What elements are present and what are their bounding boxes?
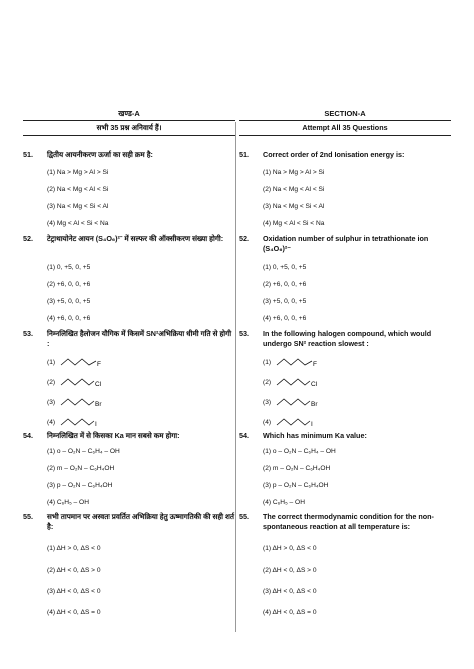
- option: (3) p – O₂N – C₆H₄OH: [263, 482, 329, 489]
- alkyl-chain-structure: [276, 376, 324, 388]
- alkyl-chain-structure: [276, 416, 324, 428]
- question-number: 54.: [23, 431, 33, 440]
- option-number: (3): [263, 398, 272, 406]
- option: [263, 416, 324, 428]
- option: [47, 356, 108, 368]
- option: (4) ΔH < 0, ΔS = 0: [263, 609, 317, 616]
- option: (3) Na < Mg < Si < Al: [47, 203, 109, 210]
- option: (2) ΔH < 0, ΔS > 0: [47, 567, 101, 574]
- option: (4) ΔH < 0, ΔS = 0: [47, 609, 101, 616]
- halogen-label: Br: [95, 401, 102, 408]
- question-text: Oxidation number of sulphur in tetrathionate ion (S₄O₆)²⁻: [263, 234, 429, 253]
- alkyl-chain-structure: [60, 376, 108, 388]
- question-text: निम्नलिखित में से किसका Ka मान सबसे कम होगा:: [47, 431, 180, 440]
- option: [263, 376, 324, 388]
- column-divider: [235, 122, 236, 632]
- question-54: [23, 431, 235, 441]
- option: (2) ΔH < 0, ΔS > 0: [263, 567, 317, 574]
- question-text: टेट्राथायोनेट आयन (S₄O₆)²⁻ में सल्फर की ऑक्सीकरण संख्या होगी:: [47, 234, 224, 243]
- option: [47, 376, 108, 388]
- option: (1) Na > Mg > Al > Si: [47, 169, 109, 176]
- option: (3) p – O₂N – C₆H₄OH: [47, 482, 113, 489]
- halogen-label: F: [313, 361, 318, 368]
- question-number: 53.: [239, 329, 249, 338]
- question-number: 55.: [23, 512, 33, 521]
- halogen-label: I: [95, 421, 97, 428]
- option: (4) Mg < Al < Si < Na: [263, 220, 325, 227]
- question-number: 53.: [23, 329, 33, 338]
- option: (1) ΔH > 0, ΔS < 0: [47, 545, 101, 552]
- question-55: [239, 512, 451, 532]
- option: (1) o – O₂N – C₆H₄ – OH: [47, 448, 120, 455]
- question-text: In the following halogen compound, which would undergo SN² reaction slowest :: [263, 329, 432, 348]
- english-column: [239, 108, 451, 616]
- halogen-label: Cl: [311, 381, 318, 388]
- option: (3) +5, 0, 0, +5: [47, 298, 91, 305]
- section-title: SECTION-A: [324, 109, 366, 118]
- option: (1) 0, +5, 0, +5: [263, 264, 307, 271]
- option: (4) C₆H₅ – OH: [263, 499, 305, 506]
- question-55: [23, 512, 235, 532]
- question-52: [239, 234, 451, 254]
- question-text: The correct thermodynamic condition for the non-spontaneous reaction at all temperature is:: [263, 512, 434, 531]
- divider: [239, 135, 451, 136]
- option: (3) ΔH < 0, ΔS < 0: [47, 588, 101, 595]
- option: (3) ΔH < 0, ΔS < 0: [263, 588, 317, 595]
- option-number: (1): [47, 358, 56, 366]
- option: (1) o – O₂N – C₆H₄ – OH: [263, 448, 336, 455]
- question-51: [23, 150, 235, 160]
- instruction: सभी 35 प्रश्न अनिवार्य हैं।: [96, 123, 162, 132]
- question-53: [23, 329, 235, 349]
- question-text: Which has minimum Ka value:: [263, 431, 367, 440]
- option: (1) ΔH > 0, ΔS < 0: [263, 545, 317, 552]
- option: (2) m – O₂N – C₆H₄OH: [263, 465, 331, 472]
- halogen-label: Cl: [95, 381, 102, 388]
- option: (2) m – O₂N – C₆H₄OH: [47, 465, 115, 472]
- option: (3) Na < Mg < Si < Al: [263, 203, 325, 210]
- option: [263, 356, 324, 368]
- option-number: (2): [47, 378, 56, 386]
- question-text: द्वितीय आयनीकरण ऊर्जा का सही क्रम है:: [47, 150, 153, 159]
- halogen-label: F: [97, 361, 102, 368]
- alkyl-chain-structure: [276, 356, 324, 368]
- option: (4) C₆H₅ – OH: [47, 499, 89, 506]
- option-number: (4): [263, 418, 272, 426]
- option: (3) +5, 0, 0, +5: [263, 298, 307, 305]
- halogen-label: I: [311, 421, 313, 428]
- option-number: (4): [47, 418, 56, 426]
- question-53: [239, 329, 451, 349]
- halogen-label: Br: [311, 401, 318, 408]
- option: (1) 0, +5, 0, +5: [47, 264, 91, 271]
- option: (4) +6, 0, 0, +6: [47, 315, 91, 322]
- option: [263, 396, 324, 408]
- alkyl-chain-structure: [60, 356, 108, 368]
- question-number: 52.: [239, 234, 249, 243]
- option: (2) Na < Mg < Al < Si: [47, 186, 109, 193]
- hindi-column: [23, 108, 235, 616]
- option-number: (3): [47, 398, 56, 406]
- section-title: खण्ड-A: [118, 109, 140, 118]
- question-number: 51.: [23, 150, 33, 159]
- alkyl-chain-structure: [276, 396, 324, 408]
- question-text: सभी तापमान पर अस्वतः प्रवर्तित अभिक्रिया हेतु ऊष्मागतिकी की सही शर्त है:: [47, 512, 235, 531]
- option: [47, 416, 108, 428]
- question-54: [239, 431, 451, 441]
- question-number: 55.: [239, 512, 249, 521]
- instruction: Attempt All 35 Questions: [302, 123, 388, 132]
- divider: [23, 135, 235, 136]
- option: (4) Mg < Al < Si < Na: [47, 220, 109, 227]
- option-number: (2): [263, 378, 272, 386]
- option: (1) Na > Mg > Al > Si: [263, 169, 325, 176]
- option: (4) +6, 0, 0, +6: [263, 315, 307, 322]
- option: [47, 396, 108, 408]
- alkyl-chain-structure: [60, 416, 108, 428]
- option: (2) Na < Mg < Al < Si: [263, 186, 325, 193]
- question-52: [23, 234, 235, 244]
- question-number: 52.: [23, 234, 33, 243]
- question-text: Correct order of 2nd Ionisation energy is:: [263, 150, 405, 159]
- option: (2) +6, 0, 0, +6: [263, 281, 307, 288]
- alkyl-chain-structure: [60, 396, 108, 408]
- question-51: [239, 150, 451, 160]
- option: (2) +6, 0, 0, +6: [47, 281, 91, 288]
- question-number: 51.: [239, 150, 249, 159]
- option-number: (1): [263, 358, 272, 366]
- question-number: 54.: [239, 431, 249, 440]
- question-text: निम्नलिखित हैलोजन यौगिक में किसमें SN²अभिक्रिया धीमी गति से होगी :: [47, 329, 232, 348]
